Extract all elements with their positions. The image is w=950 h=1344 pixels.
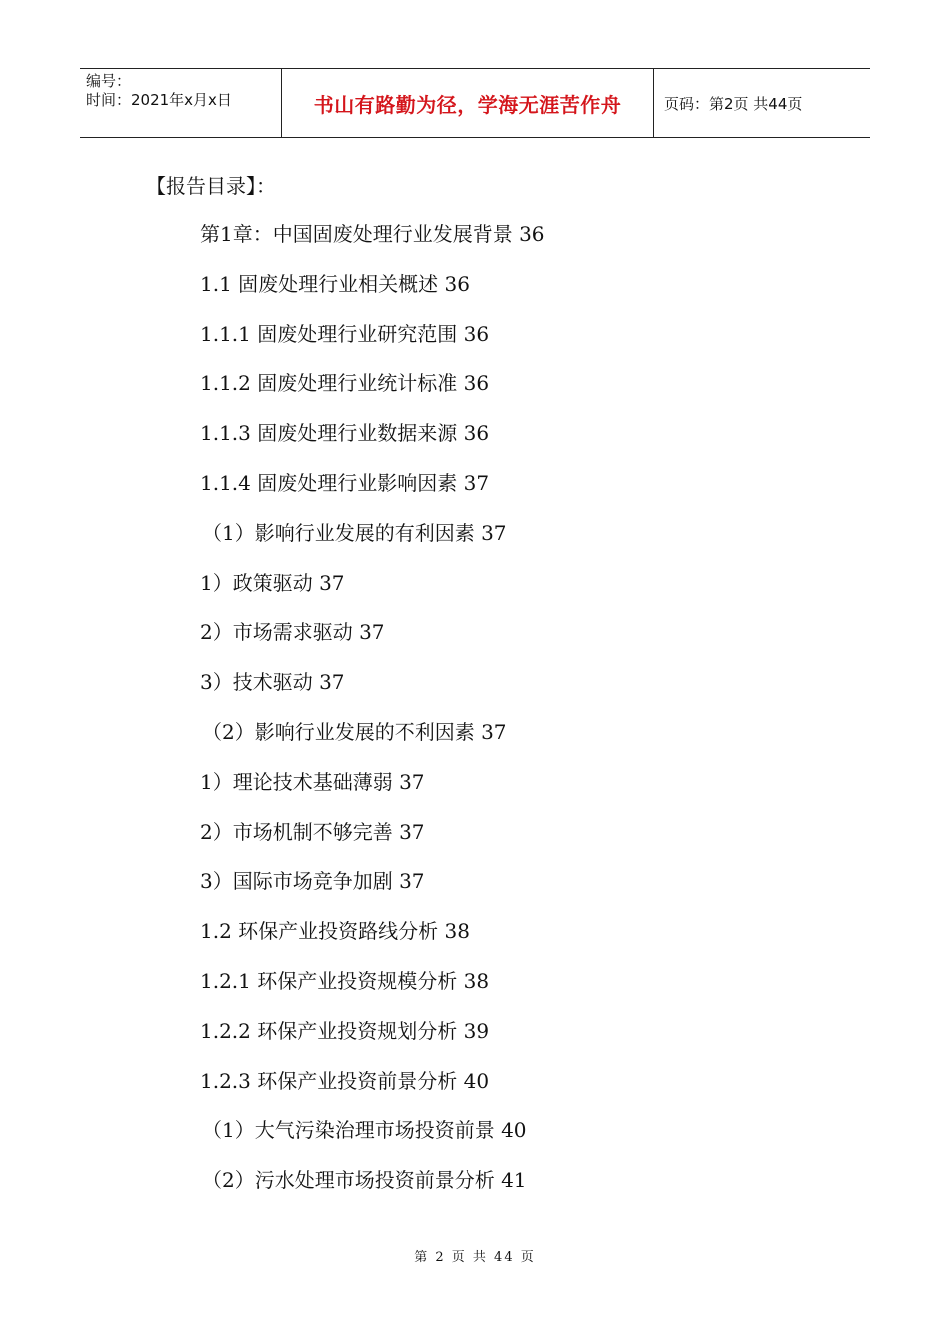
toc-entry[interactable]: 2）市场机制不够完善 37 bbox=[200, 819, 425, 844]
toc-entry[interactable]: 1.2.3 环保产业投资前景分析 40 bbox=[200, 1068, 490, 1093]
toc-title: 【报告目录】： bbox=[146, 174, 276, 198]
header-motto: 书山有路勤为径，学海无涯苦作舟 bbox=[313, 92, 622, 117]
page-info-text: 页码：第2页 共44页 bbox=[664, 94, 803, 113]
page-header bbox=[80, 68, 870, 138]
header-motto-cell bbox=[282, 69, 654, 137]
header-meta bbox=[80, 69, 282, 137]
toc-entry[interactable]: 1.1.2 固废处理行业统计标准 36 bbox=[200, 371, 490, 396]
toc-entry[interactable]: 1）理论技术基础薄弱 37 bbox=[200, 769, 425, 794]
document-number-label: 编号： bbox=[86, 72, 132, 90]
toc-entry[interactable]: 3）技术驱动 37 bbox=[200, 670, 345, 695]
toc-entry[interactable]: （1）大气污染治理市场投资前景 40 bbox=[202, 1118, 527, 1143]
table-of-contents bbox=[200, 216, 545, 1212]
header-page-info bbox=[654, 69, 870, 137]
toc-entry[interactable]: 1.2 环保产业投资路线分析 38 bbox=[200, 919, 470, 944]
toc-entry[interactable]: 1）政策驱动 37 bbox=[200, 570, 345, 595]
toc-entry[interactable]: 第1章：中国固废处理行业发展背景 36 bbox=[200, 222, 545, 246]
toc-entry[interactable]: 1.2.2 环保产业投资规划分析 39 bbox=[200, 1018, 490, 1043]
page-footer: 第 2 页 共 44 页 bbox=[414, 1250, 536, 1265]
toc-entry[interactable]: 1.1.4 固废处理行业影响因素 37 bbox=[200, 470, 490, 495]
toc-entry[interactable]: （2）影响行业发展的不利因素 37 bbox=[202, 719, 507, 744]
toc-entry[interactable]: 2）市场需求驱动 37 bbox=[200, 620, 385, 645]
toc-entry[interactable]: 1.1.1 固废处理行业研究范围 36 bbox=[200, 321, 490, 346]
toc-entry[interactable]: 1.2.1 环保产业投资规模分析 38 bbox=[200, 968, 490, 993]
toc-entry[interactable]: 3）国际市场竞争加剧 37 bbox=[200, 869, 425, 894]
toc-entry[interactable]: 1.1.3 固废处理行业数据来源 36 bbox=[200, 421, 490, 446]
document-time-label: 时间：2021年x月x日 bbox=[86, 91, 232, 109]
toc-entry[interactable]: （1）影响行业发展的有利因素 37 bbox=[202, 520, 507, 545]
toc-entry[interactable]: （2）污水处理市场投资前景分析 41 bbox=[202, 1168, 527, 1193]
toc-entry[interactable]: 1.1 固废处理行业相关概述 36 bbox=[200, 271, 470, 296]
